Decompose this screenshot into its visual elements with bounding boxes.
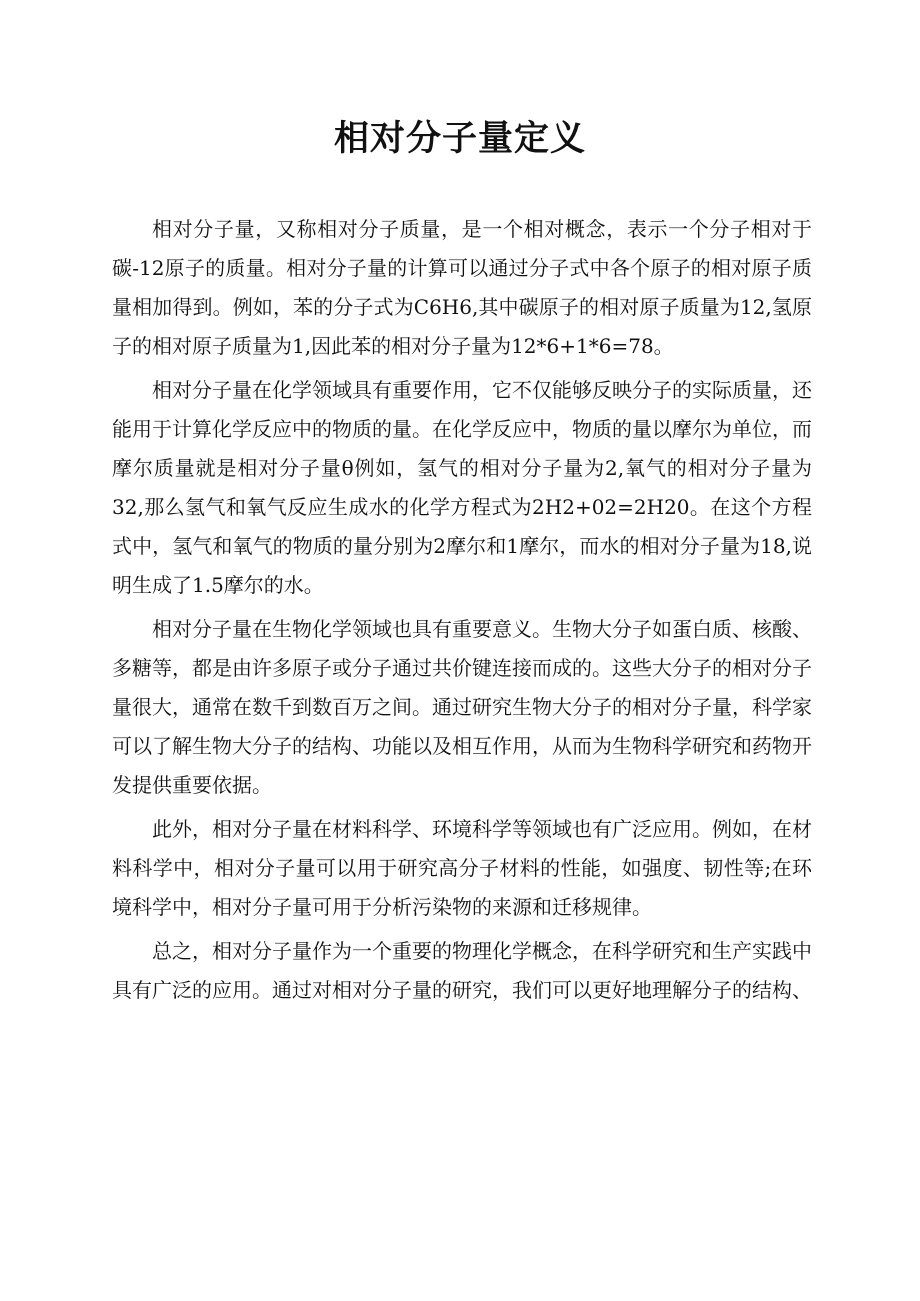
paragraph-summary: 总之，相对分子量作为一个重要的物理化学概念，在科学研究和生产实践中具有广泛的应用。通过对相对分子量的研究，我们可以更好地理解分子的结构、	[112, 939, 812, 1002]
paragraph-applications: 此外，相对分子量在材料科学、环境科学等领域也有广泛应用。例如，在材料科学中，相对分子量可以用于研究高分子材料的性能，如强度、韧性等;在环境科学中，相对分子量可用于分析污染物的来源和迁移规律。	[112, 817, 812, 919]
document-title: 相对分子量定义	[333, 119, 586, 159]
paragraph-chemistry: 相对分子量在化学领域具有重要作用，它不仅能够反映分子的实际质量，还能用于计算化学反应中的物质的量。在化学反应中，物质的量以摩尔为单位，而摩尔质量就是相对分子量θ例如，氢气的相对分子量为2,氧气的相对分子量为32,那么氢气和氧气反应生成水的化学方程式为2H2+02=2H20。在这个方程式中，氢气和氧气的物质的量分别为2摩尔和1摩尔，而水的相对分子量为18,说明生成了1.5摩尔的水。	[112, 378, 812, 597]
paragraph-definition: 相对分子量，又称相对分子质量，是一个相对概念，表示一个分子相对于碳-12原子的质量。相对分子量的计算可以通过分子式中各个原子的相对原子质量相加得到。例如，苯的分子式为C6H6,其中碳原子的相对原子质量为12,氢原子的相对原子质量为1,因此苯的相对分子量为12*6+1*6=78。	[112, 217, 812, 358]
document-body	[112, 210, 812, 1015]
paragraph-biochemistry: 相对分子量在生物化学领域也具有重要意义。生物大分子如蛋白质、核酸、多糖等，都是由许多原子或分子通过共价键连接而成的。这些大分子的相对分子量很大，通常在数千到数百万之间。通过研究生物大分子的相对分子量，科学家可以了解生物大分子的结构、功能以及相互作用，从而为生物科学研究和药物开发提供重要依据。	[112, 617, 812, 797]
